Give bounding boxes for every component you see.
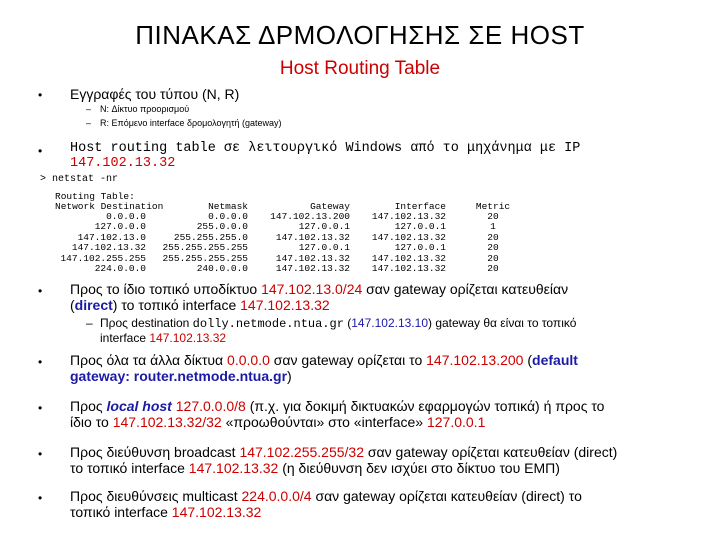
interface-address: 147.102.13.32 [171,504,262,520]
text: ( [70,297,75,313]
cell-netmask: 255.0.0.0 [196,221,248,233]
cell-metric: 20 [487,263,499,274]
paragraph-line [70,444,710,460]
interface-address: 147.102.13.32 [149,331,227,345]
routing-table-caption: Routing Table: [55,191,135,202]
text: Προς όλα τα άλλα δίκτυα [70,352,228,368]
dash-icon: – [86,118,92,128]
default-term: default [532,352,578,368]
cell-destination: 127.0.0.0 [94,221,146,233]
bullet-icon: • [38,491,43,505]
cell-metric: 20 [487,231,499,243]
windows-line-ip: 147.102.13.32 [70,156,176,171]
paragraph-line [70,504,710,520]
paragraph-broadcast [70,444,710,476]
cell-netmask: 0.0.0.0 [208,211,248,222]
bullet-icon: • [38,284,43,298]
header-metric: Metric [475,201,511,212]
default-network: 0.0.0.0 [227,352,270,368]
cell-destination: 147.102.13.32 [71,242,146,254]
hostname: dolly.netmode.ntua.gr [192,317,344,331]
text: σαν gateway ορίζεται το [269,352,427,368]
cell-metric: 20 [487,242,499,254]
text: Προς destination [100,316,193,330]
paragraph-line [70,414,710,430]
dash-icon: – [86,316,93,330]
cell-metric: 1 [490,221,496,233]
cell-gateway: 127.0.0.1 [298,221,350,233]
paragraph-line [70,488,710,504]
cell-netmask: 255.255.255.255 [162,252,248,264]
cell-gateway: 147.102.13.32 [275,252,350,264]
subnet-address: 147.102.13.0/24 [261,281,363,297]
default-gateway-name: gateway: router.netmode.ntua.gr [70,368,288,384]
slide-subtitle: Host Routing Table [279,58,441,79]
bullet-icon: • [38,144,43,158]
text: interface [100,331,150,345]
cell-interface: 147.102.13.32 [371,263,446,274]
cell-netmask: 255.255.255.255 [162,242,248,254]
text: ( [523,352,533,368]
text: σαν gateway ορίζεται κατευθείαν [362,281,569,297]
localhost-term: local host [106,398,172,414]
interface-address: 147.102.13.32 [188,460,279,476]
paragraph-multicast [70,488,710,520]
loopback-address: 127.0.0.1 [426,414,486,430]
text: σαν gateway ορίζεται κατευθείαν (direct) [364,444,618,460]
host-address: 147.102.13.10 [351,316,428,330]
cell-interface: 127.0.0.1 [394,221,446,233]
paragraph-line [70,352,710,368]
text: το τοπικό interface [70,460,189,476]
paragraph-line [100,316,700,331]
text: σαν gateway ορίζεται κατευθείαν (direct) το [311,488,582,504]
broadcast-address: 147.102.255.255/32 [239,444,365,460]
loopback-network: 127.0.0.0/8 [175,398,246,414]
text: ) gateway θα είναι το τοπικό [428,316,577,330]
direct-term: direct [74,297,113,313]
cell-interface: 147.102.13.32 [371,211,446,222]
paragraph-default [70,352,710,384]
dash-icon: – [86,104,92,114]
cell-destination: 147.102.255.255 [60,252,146,264]
text: (π.χ. για δοκιμή δικτυακών εφαρμογών τοπικά) ή προς το [245,398,605,414]
paragraph-dolly [100,316,700,345]
bullet-icon: • [38,355,43,369]
gateway-address: 147.102.13.200 [426,352,524,368]
cell-gateway: 147.102.13.200 [270,211,350,222]
paragraph-line [70,460,710,476]
entries-text: Εγγραφές του τύπου (N, R) [70,86,240,102]
text: Προς διεύθυνση broadcast [70,444,240,460]
text: ) [287,368,292,384]
paragraph-line [70,398,710,414]
paragraph-localhost [70,398,710,430]
bullet-icon: • [38,88,43,102]
paragraph-line [70,281,710,297]
text: τοπικό interface [70,504,172,520]
cell-destination: 224.0.0.0 [94,263,146,274]
header-gateway: Gateway [310,201,350,212]
header-network-destination: Network Destination [55,201,164,212]
cell-netmask: 240.0.0.0 [196,263,248,274]
paragraph-line [70,368,710,384]
bullet-icon: • [38,401,43,415]
sub-item-network: N: Δίκτυο προορισμού [100,104,190,114]
cell-destination: 147.102.13.0 [77,231,146,243]
cell-interface: 147.102.13.32 [371,252,446,264]
cell-gateway: 127.0.0.1 [298,242,350,254]
text: ίδιο το [70,414,113,430]
host-address: 147.102.13.32/32 [112,414,222,430]
paragraph-subnet [70,281,710,313]
cell-interface: 127.0.0.1 [394,242,446,254]
cell-destination: 0.0.0.0 [106,211,146,222]
cell-metric: 20 [487,252,499,264]
windows-line-1: Host routing table σε λειτουργικό Windows από το μηχάνημα με IP [70,141,581,156]
text: ) το τοπικό interface [112,297,241,313]
bullet-icon: • [38,447,43,461]
text: ( [343,316,352,330]
sub-item-gateway: R: Επόμενο interface δρομολογητή (gateway) [100,118,282,128]
cell-gateway: 147.102.13.32 [275,263,350,274]
text: Προς διευθύνσεις multicast [70,488,242,504]
cell-netmask: 255.255.255.0 [173,231,248,243]
multicast-network: 224.0.0.0/4 [241,488,312,504]
cell-gateway: 147.102.13.32 [275,231,350,243]
text: (η διεύθυνση δεν ισχύει στο δίκτυο του ΕΜΠ) [278,460,560,476]
text: «προωθούνται» στο «interface» [221,414,427,430]
netstat-command: > netstat -nr [40,174,119,185]
interface-address: 147.102.13.32 [240,297,330,313]
cell-metric: 20 [487,211,499,222]
text: Προς [70,398,107,414]
text: Προς το ίδιο τοπικό υποδίκτυο [70,281,262,297]
paragraph-line [100,331,700,345]
slide-title: ΠΙΝΑΚΑΣ ΔΡΜΟΛΟΓΗΣΗΣ ΣΕ HOST [135,20,585,50]
header-interface: Interface [394,201,446,212]
paragraph-line [70,297,710,313]
cell-interface: 147.102.13.32 [371,231,446,243]
header-netmask: Netmask [208,201,248,212]
